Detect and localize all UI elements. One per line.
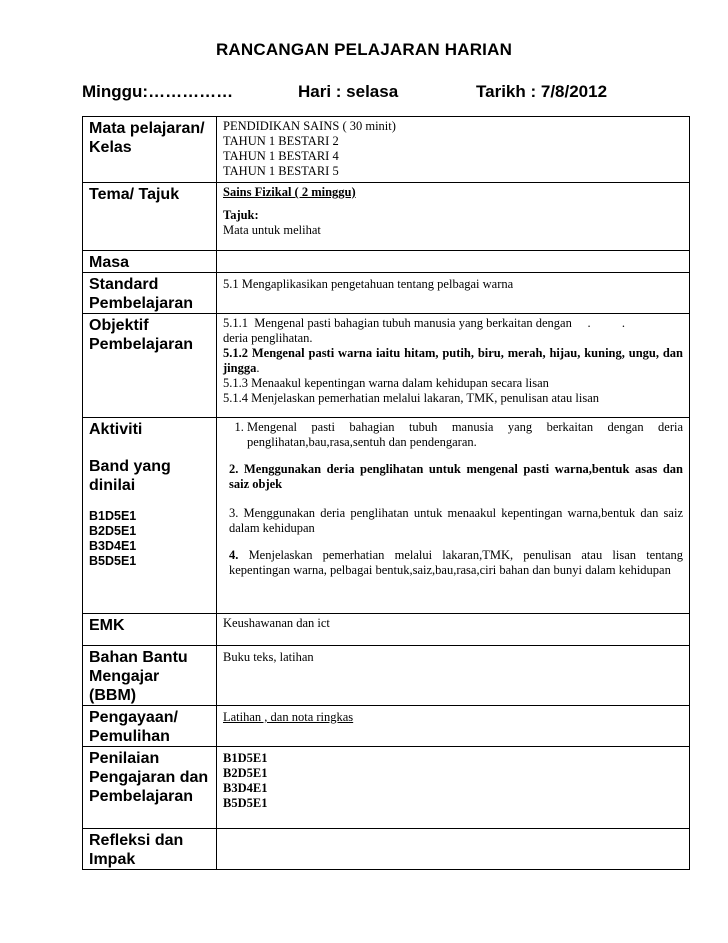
activity-1: 1. Mengenal pasti bahagian tubuh manusia yang berkaitan dengan deria penglihatan,bau,rasa,sentuh dan pendengaran. [247, 420, 683, 450]
tema-text: Sains Fizikal ( 2 minggu) [223, 185, 356, 199]
band-code: B5D5E1 [89, 554, 137, 568]
label-aktiviti [83, 418, 217, 614]
row-refleksi [83, 829, 690, 870]
objective-1: 5.1.1 Mengenal pasti bahagian tubuh manusia yang berkaitan dengan . . [223, 316, 625, 330]
tarikh-field: Tarikh : 7/8/2012 [476, 82, 608, 101]
band-code: B2D5E1 [89, 524, 137, 538]
content-tema-tajuk [217, 183, 690, 251]
row-penilaian [83, 747, 690, 829]
label-pengayaan: Pengayaan/ Pemulihan [83, 706, 217, 747]
objective-2-text: 5.1.2 Mengenal pasti warna iaitu hitam, putih, biru, merah, hijau, kuning, ungu, dan jingga [223, 346, 683, 375]
class-line: TAHUN 1 BESTARI 2 [223, 134, 339, 148]
emk-text: Keushawanan dan ict [223, 616, 330, 630]
row-tema-tajuk [83, 183, 690, 251]
activity-4 [223, 548, 683, 578]
tajuk-label: Tajuk: [223, 208, 259, 222]
activity-2: 2. Menggunakan deria penglihatan untuk mengenal pasti warna,bentuk asas dan saiz objek [229, 462, 683, 491]
objective-4: 5.1.4 Menjelaskan pemerhatian melalui lakaran, TMK, penulisan atau lisan [223, 391, 600, 405]
content-pengayaan [217, 706, 690, 747]
penilaian-code: B2D5E1 [223, 766, 268, 780]
lesson-plan-table [82, 116, 690, 870]
content-aktiviti [217, 418, 690, 614]
penilaian-code: B3D4E1 [223, 781, 268, 795]
class-line: TAHUN 1 BESTARI 4 [223, 149, 339, 163]
objective-2 [223, 346, 683, 376]
band-code: B3D4E1 [89, 539, 137, 553]
label-bbm: Bahan Bantu Mengajar (BBM) [83, 646, 217, 706]
row-aktiviti [83, 418, 690, 614]
content-masa [217, 251, 690, 273]
content-emk [217, 614, 690, 646]
content-refleksi [217, 829, 690, 870]
label-objektif: Objektif Pembelajaran [83, 314, 217, 418]
activity-3: 3. Menggunakan deria penglihatan untuk menaakul kepentingan warna,bentuk dan saiz dalam kehidupan [229, 506, 683, 535]
objective-2-end: . [256, 361, 260, 375]
penilaian-code: B1D5E1 [223, 751, 268, 765]
content-objektif [217, 314, 690, 418]
label-tema-tajuk: Tema/ Tajuk [83, 183, 217, 251]
bbm-text: Buku teks, latihan [223, 650, 314, 664]
row-standard [83, 273, 690, 314]
activity-list [223, 420, 683, 450]
label-penilaian: Penilaian Pengajaran dan Pembelajaran [83, 747, 217, 829]
tajuk-text: Mata untuk melihat [223, 223, 321, 237]
band-code: B1D5E1 [89, 509, 137, 523]
pengayaan-text: Latihan , dan nota ringkas [223, 710, 354, 724]
label-masa: Masa [83, 251, 217, 273]
content-bbm [217, 646, 690, 706]
minggu-field: Minggu:…………… [82, 82, 234, 101]
row-objektif [83, 314, 690, 418]
label-refleksi: Refleksi dan Impak [83, 829, 217, 870]
page-title: RANCANGAN PELAJARAN HARIAN [215, 40, 513, 59]
label-emk: EMK [83, 614, 217, 646]
objective-1-cont: deria penglihatan. [223, 331, 313, 345]
label-mata-pelajaran: Mata pelajaran/ Kelas [83, 117, 217, 183]
subject-line: PENDIDIKAN SAINS ( 30 minit) [223, 119, 396, 133]
row-bbm [83, 646, 690, 706]
standard-text: 5.1 Mengaplikasikan pengetahuan tentang pelbagai warna [223, 277, 514, 291]
hari-field: Hari : selasa [298, 82, 399, 101]
label-standard: Standard Pembelajaran [83, 273, 217, 314]
band-label: Band yang dinilai [89, 458, 171, 494]
aktiviti-label: Aktiviti [89, 421, 143, 438]
row-emk [83, 614, 690, 646]
class-line: TAHUN 1 BESTARI 5 [223, 164, 339, 178]
objective-3: 5.1.3 Menaakul kepentingan warna dalam kehidupan secara lisan [223, 376, 549, 390]
content-mata-pelajaran [217, 117, 690, 183]
penilaian-code: B5D5E1 [223, 796, 268, 810]
activity-4-text: Menjelaskan pemerhatian melalui lakaran,TMK, penulisan atau lisan tentang kepentingan warna, pelbagai bentuk,saiz,bau,rasa,ciri bahan dan bunyi dalam kehidupan [229, 548, 683, 577]
content-penilaian [217, 747, 690, 829]
row-masa [83, 251, 690, 273]
activity-4-number: 4. [229, 548, 239, 562]
row-mata-pelajaran [83, 117, 690, 183]
content-standard [217, 273, 690, 314]
row-pengayaan [83, 706, 690, 747]
